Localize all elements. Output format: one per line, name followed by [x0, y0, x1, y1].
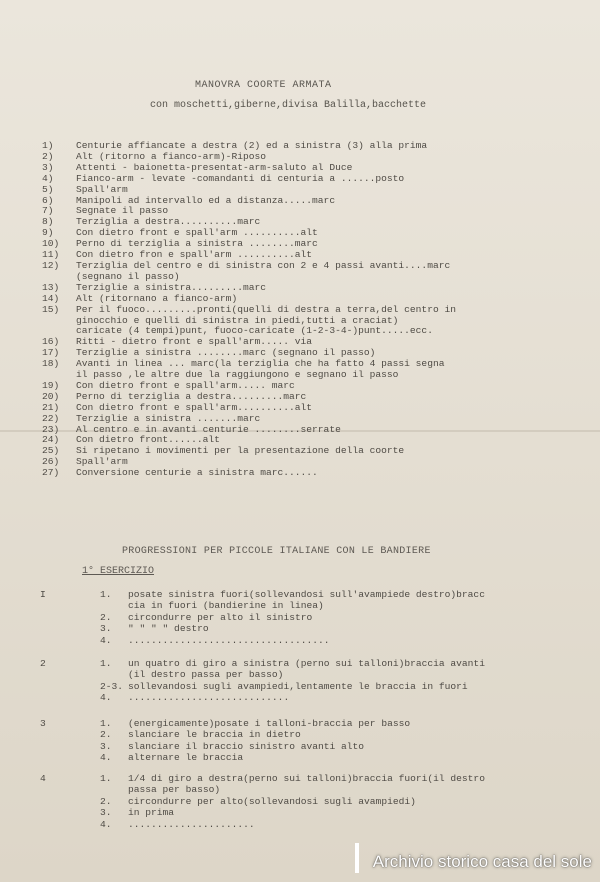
exercise-label	[82, 566, 154, 577]
list-item-number: 12)	[42, 259, 60, 271]
list-item-number: 10)	[42, 238, 60, 250]
list-item-number: 17)	[42, 347, 60, 359]
list-item	[42, 446, 562, 457]
exercise-step-number: 4.	[100, 692, 112, 704]
list-item-text: Spall'arm	[76, 457, 128, 468]
document-subtitle: con moschetti,giberne,divisa Balilla,bacchette	[150, 100, 427, 111]
exercise-step-number: 1.	[100, 773, 112, 784]
list-item-text: (segnano il passo)	[76, 271, 180, 282]
list-item-number: 3)	[42, 161, 54, 173]
list-item-text: Avanti in linea ... marc(la terziglia che ha fatto 4 passi segna	[76, 359, 445, 370]
list-item-text: Perno di terziglia a destra.........marc	[76, 391, 307, 402]
list-item-text: Terziglia a destra..........marc	[76, 217, 261, 228]
exercise-step-text: circondurre per alto(sollevandosi sugli avampiedi)	[128, 795, 416, 807]
exercise-step-number	[100, 784, 128, 795]
exercise-step	[100, 635, 570, 646]
exercise-step-number: 4.	[100, 752, 112, 764]
list-item-number: 13)	[42, 281, 60, 293]
list-item-text: Terziglie a sinistra ........marc (segnano il passo)	[76, 348, 376, 359]
list-item-number: 23)	[42, 423, 60, 435]
exercise-step-text: 1/4 di giro a destra(perno sui talloni)braccia fuori(il destro	[128, 773, 485, 784]
list-item-number: 5)	[42, 183, 54, 195]
list-item	[42, 392, 562, 403]
list-item-text: il passo ,le altre due la raggiungono e segnano il passo	[76, 370, 399, 381]
list-item-text: Conversione centurie a sinistra marc......	[76, 468, 318, 479]
list-item-text: Per il fuoco.........pronti(quelli di destra a terra,del centro in	[76, 304, 456, 315]
exercise-step	[100, 658, 570, 669]
list-item	[42, 370, 562, 381]
exercise-steps	[100, 589, 570, 646]
list-item-number	[42, 316, 76, 327]
exercise-step-number: 3.	[100, 740, 112, 752]
list-item-number: 22)	[42, 412, 60, 424]
list-item	[42, 359, 562, 370]
list-item-number: 1)	[42, 140, 54, 151]
list-item-number: 26)	[42, 456, 60, 468]
exercise-step-number: 4.	[100, 634, 112, 646]
exercise-group-index: 4	[40, 773, 46, 784]
list-item-text: ginocchio e quelli di sinistra in piedi,tutti a craciat)	[76, 315, 399, 326]
exercise-step-text: alternare le braccia	[128, 752, 244, 764]
list-item-number: 4)	[42, 172, 54, 184]
exercise-step-number: 2.	[100, 729, 112, 741]
list-item-number: 27)	[42, 467, 60, 479]
exercise-step	[100, 669, 570, 680]
exercise-step-text: ......................	[128, 818, 255, 830]
exercise-steps	[100, 718, 570, 764]
list-item-text: Con dietro front......alt	[76, 435, 220, 446]
list-item-text: Terziglie a sinistra.........marc	[76, 282, 266, 293]
list-item	[42, 316, 562, 327]
list-item	[42, 261, 562, 272]
exercise-group-index: 3	[40, 718, 46, 729]
document-title: MANOVRA COORTE ARMATA	[195, 80, 332, 91]
list-item	[42, 348, 562, 359]
list-item-text: Con dietro front e spall'arm..........alt	[76, 402, 313, 413]
exercise-step	[100, 796, 570, 807]
list-item	[42, 196, 562, 207]
exercise-step-text: slanciare il braccio sinistro avanti alto	[128, 740, 365, 752]
list-item-number: 25)	[42, 445, 60, 457]
exercise-step	[100, 681, 570, 692]
list-item	[42, 414, 562, 425]
list-item-text: Fianco-arm - levate -comandanti di centuria a ......posto	[76, 173, 405, 184]
exercise-step	[100, 718, 570, 729]
exercise-step-text: (energicamente)posate i talloni-braccia per basso	[128, 718, 411, 729]
list-item	[42, 381, 562, 392]
list-item	[42, 457, 562, 468]
list-item	[42, 185, 562, 196]
list-item-number: 6)	[42, 194, 54, 206]
list-item-number: 2)	[42, 150, 54, 162]
exercise-steps	[100, 658, 570, 704]
list-item-text: Ritti - dietro front e spall'arm..... via	[76, 337, 313, 348]
exercise-step-text: " " " " destro	[128, 623, 209, 635]
list-item-text: Centurie affiancate a destra (2) ed a sinistra (3) alla prima	[76, 141, 428, 151]
exercise-step-number: 2-3.	[100, 680, 124, 692]
exercise-step-number: 4.	[100, 818, 112, 830]
exercise-step-text: passa per basso)	[128, 784, 221, 796]
exercise-step-text: in prima	[128, 807, 175, 819]
exercise-step-text: un quatro di giro a sinistra (perno sui talloni)braccia avanti	[128, 658, 485, 669]
exercise-step	[100, 819, 570, 830]
list-item	[42, 217, 562, 228]
list-item-text: Con dietro front e spall'arm..... marc	[76, 380, 295, 391]
list-item-text: Con dietro fron e spall'arm ..........alt	[76, 250, 313, 261]
exercise-steps	[100, 773, 570, 830]
list-item-text: Terziglie a sinistra .......marc	[76, 413, 261, 424]
exercise-step	[100, 600, 570, 611]
list-item-number: 11)	[42, 249, 60, 261]
list-item-number: 18)	[42, 358, 60, 370]
list-item	[42, 174, 562, 185]
list-item	[42, 239, 562, 250]
exercise-step-number: 3.	[100, 623, 112, 635]
exercise-step-text: ...................................	[128, 634, 330, 646]
exercise-step-text: circondurre per alto il sinistro	[128, 611, 313, 623]
exercise-step-number: 2.	[100, 611, 112, 623]
list-item	[42, 425, 562, 436]
list-item-text: Si ripetano i movimenti per la presentazione della coorte	[76, 446, 405, 457]
exercise-step	[100, 752, 570, 763]
list-item-number: 20)	[42, 390, 60, 402]
exercise-step	[100, 612, 570, 623]
list-item-text: Con dietro front e spall'arm ..........alt	[76, 228, 318, 239]
list-item-number: 21)	[42, 401, 60, 413]
exercise-step	[100, 692, 570, 703]
list-item-text: Manipoli ad intervallo ed a distanza.....marc	[76, 195, 336, 206]
list-item	[42, 152, 562, 163]
list-item-number: 15)	[42, 303, 60, 315]
exercise-step	[100, 784, 570, 795]
exercise-step	[100, 589, 570, 600]
list-item	[42, 468, 562, 479]
list-item	[42, 250, 562, 261]
list-item	[42, 283, 562, 294]
maneuver-list	[42, 141, 562, 479]
exercise-step-number: 1.	[100, 658, 112, 669]
list-item-number: 7)	[42, 205, 54, 217]
exercise-step	[100, 729, 570, 740]
list-item-text: Al centro e in avanti centurie ........serrate	[76, 424, 341, 435]
list-item-number: 8)	[42, 216, 54, 228]
exercise-step-number: 1.	[100, 718, 112, 729]
exercise-step	[100, 773, 570, 784]
list-item-number: 14)	[42, 292, 60, 304]
section2-title: PROGRESSIONI PER PICCOLE ITALIANE CON LE BANDIERE	[122, 546, 431, 557]
list-item-text: caricate (4 tempi)punt, fuoco-caricate (1-2-3-4-)punt.....ecc.	[76, 326, 433, 337]
list-item	[42, 206, 562, 217]
exercise-step-number: 2.	[100, 795, 112, 807]
list-item	[42, 228, 562, 239]
exercise-step-number	[100, 669, 128, 680]
list-item-text: Alt (ritorno a fianco-arm)-Riposo	[76, 151, 266, 162]
list-item-number: 19)	[42, 379, 60, 391]
exercise-step-text: slanciare le braccia in dietro	[128, 729, 301, 741]
exercise-step-text: posate sinistra fuori(sollevandosi sull'avampiede destro)bracc	[128, 589, 485, 600]
exercise-step	[100, 741, 570, 752]
list-item	[42, 305, 562, 316]
list-item-text: Attenti - baionetta-presentat-arm-saluto al Duce	[76, 162, 353, 173]
exercise-step	[100, 807, 570, 818]
list-item-text: Segnate il passo	[76, 206, 169, 217]
exercise-step-text: (il destro passa per basso)	[128, 669, 284, 681]
list-item	[42, 163, 562, 174]
list-item	[42, 326, 562, 337]
list-item	[42, 435, 562, 446]
list-item-number: 9)	[42, 227, 54, 239]
archive-watermark: Archivio storico casa del sole	[372, 852, 592, 871]
exercise-group-index: I	[40, 589, 46, 600]
watermark-bar	[355, 843, 359, 873]
list-item-text: Terziglia del centro e di sinistra con 2 e 4 passi avanti....marc	[76, 260, 451, 271]
list-item-text: Perno di terziglia a sinistra ........marc	[76, 239, 318, 250]
exercise-label-text: 1° ESERCIZIO	[82, 566, 155, 577]
exercise-step-number	[100, 600, 128, 611]
exercise-group-index: 2	[40, 658, 46, 669]
exercise-step-text: ............................	[128, 692, 290, 704]
exercise-step-text: cia in fuori (bandierine in linea)	[128, 600, 324, 612]
list-item-text: Spall'arm	[76, 184, 128, 195]
list-item	[42, 141, 562, 152]
exercise-step-text: sollevandosi sugli avampiedi,lentamente le braccia in fuori	[128, 680, 468, 692]
list-item	[42, 403, 562, 414]
list-item-number: 16)	[42, 336, 60, 348]
list-item	[42, 272, 562, 283]
exercise-step-number: 1.	[100, 589, 112, 600]
list-item-number: 24)	[42, 434, 60, 446]
list-item	[42, 337, 562, 348]
exercise-step	[100, 623, 570, 634]
list-item	[42, 294, 562, 305]
list-item-text: Alt (ritornano a fianco-arm)	[76, 293, 238, 304]
exercise-step-number: 3.	[100, 807, 112, 819]
